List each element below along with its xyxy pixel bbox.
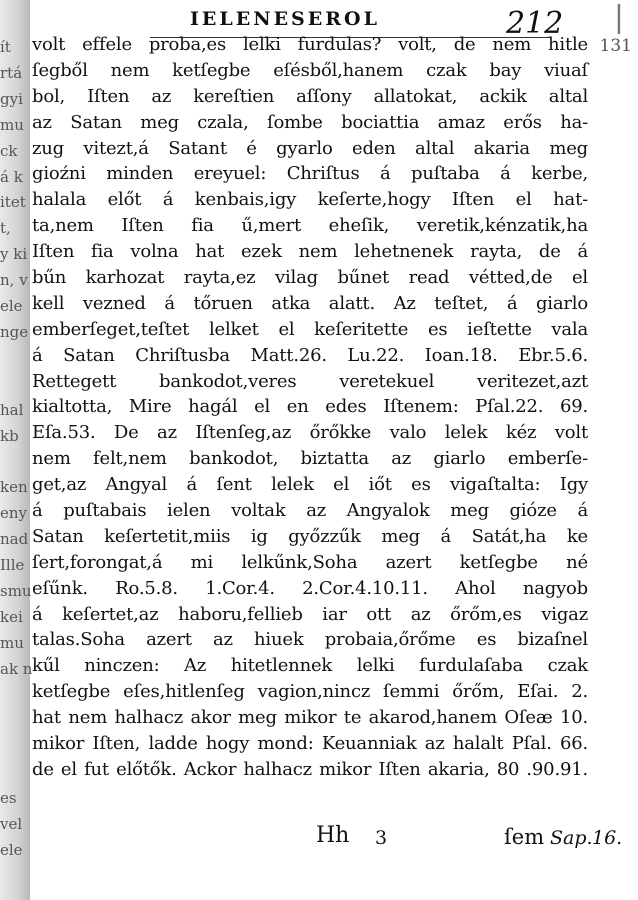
text-line: á puſtabais ielen voltak az Angyalok meg gióze á [32, 500, 588, 522]
text-line: zug vitezt,á Satant é gyarlo eden altal akaria meg [32, 137, 588, 159]
text-line: ketſegbe eſes,hitlenſeg vagion,nincz ſemmi őrőm, Eſai. 2. [32, 681, 588, 703]
text-line: eſűnk. Ro.5.8. 1.Cor.4. 2.Cor.4.10.11. Ahol nagyob [32, 577, 588, 599]
text-line: ſegből nem ketſegbe eſésből,hanem czak bay viuaſ [32, 59, 588, 81]
text-line: ta,nem Iſten fia ű,mert eheſik, veretik,kénzatik,ha [32, 215, 588, 237]
running-head: IELENESEROL [190, 8, 380, 30]
text-line: ſert,forongat,á mi lelkűnk,Soha azert ketſegbe né [32, 551, 588, 573]
catchword-reference: Sap. [550, 827, 593, 849]
text-line: emberſeget,teſtet lelket el keſeritette es ieſtette vala [32, 318, 588, 340]
text-line: á keſertet,az haboru,fellieb iar ott az őrőm,es vigaz [32, 603, 588, 625]
facing-page-fragment: ck [0, 141, 18, 160]
catchword: ſem [504, 825, 545, 849]
facing-page-fragment: rtá [0, 63, 23, 82]
facing-page-fragment: hal [0, 400, 24, 419]
text-line: kűl ninczen: Az hitetlennek lelki furdulaſaba czak [32, 655, 588, 677]
text-line: hat nem halhacz akor meg mikor te akarod,hanem Oſeæ 10. [32, 707, 588, 729]
facing-page-fragment: Ille [0, 556, 25, 574]
text-line: Rettegett bankodot,veres veretekuel veritezet,azt [32, 370, 588, 392]
signature-mark: Hh [316, 823, 350, 848]
facing-page-fragment: ele [0, 297, 23, 315]
page-number: 212 [506, 6, 564, 41]
text-line: halala előt á kenbais,igy keſerte,hogy Iſten el hat- [32, 189, 588, 211]
facing-page-fragment: gyi [0, 89, 23, 108]
text-line: nem felt,nem bankodot, biztatta az giarlo emberſe- [32, 448, 588, 470]
facing-page-fragment: ken [0, 478, 28, 497]
text-line: bűn karhozat rayta,ez vilag bűnet read vétted,de el [32, 267, 588, 289]
facing-page-fragment: eny [0, 504, 28, 523]
text-line: kialtotta, Mire hagál el en edes Iſtenem: Pſal.22. 69. [32, 396, 588, 418]
facing-page-fragment: y ki [0, 245, 28, 264]
catchword-reference-number: 16. [592, 827, 623, 849]
signature-number: 3 [375, 827, 388, 849]
text-line: Satan keſertetit,miis ig győzzűk meg á Satát,ha ke [32, 525, 588, 547]
text-line: Eſa.53. De az Iſtenſeg,az őrőkke valo lelek kéz volt [32, 422, 588, 444]
facing-page-fragment: mu [0, 633, 24, 652]
facing-page-fragment: ele [0, 840, 23, 859]
text-line: bol, Iſten az kereſtien aſſony allatokat, ackik altal [32, 85, 588, 107]
corner-mark: 131 [599, 36, 632, 56]
facing-page-fragment: smu [0, 581, 32, 600]
text-line: gioźni minden ereyuel: Chriſtus á puſtaba á kerbe, [32, 163, 588, 185]
facing-page-fragment: es [0, 789, 17, 808]
facing-page-fragment: á k [0, 167, 23, 186]
facing-page-fragment: vel [0, 815, 23, 833]
facing-page-fragment: kb [0, 426, 19, 445]
text-line: talas.Soha azert az hiuek probaia,őrőme es bizaſnel [32, 629, 588, 651]
facing-page-fragment: mu [0, 115, 24, 134]
edge-mark: | [613, 0, 624, 35]
facing-page-fragment: nge [0, 322, 29, 341]
left-page-gutter [0, 0, 33, 900]
body-text [32, 32, 588, 783]
text-line: get,az Angyal á ſent lelek el iőt es vigaſtalta: Igy [32, 474, 588, 496]
facing-page-fragment: kei [0, 607, 23, 626]
facing-page-fragment: ít [0, 38, 11, 56]
facing-page-fragment: itet [0, 193, 26, 212]
facing-page-fragment: t, [0, 219, 11, 238]
text-line: á Satan Chriſtusba Matt.26. Lu.22. Ioan.18. Ebr.5.6. [32, 344, 588, 366]
facing-page-fragment: ak n [0, 659, 33, 678]
facing-page-fragment: nad [0, 530, 29, 549]
text-line: Iſten fia volna hat ezek nem lehetnenek rayta, de á [32, 241, 588, 263]
text-line: volt effele proba,es lelki furdulas? volt, de nem hitle [32, 34, 588, 55]
facing-page-fragment: n, v [0, 271, 28, 290]
text-line: de el fut előtők. Ackor halhacz mikor Iſten akaria, 80 .90.91. [32, 758, 588, 780]
page-header [30, 2, 638, 41]
text-line: mikor Iſten, ladde hogy mond: Keuanniak az halalt Pſal. 66. [32, 733, 588, 755]
page-footer [30, 823, 638, 863]
text-line: az Satan meg czala, ſombe bociattia amaz erős ha- [32, 111, 588, 133]
text-line: kell vezned á tőruen atka alatt. Az teſtet, á giarlo [32, 292, 588, 314]
